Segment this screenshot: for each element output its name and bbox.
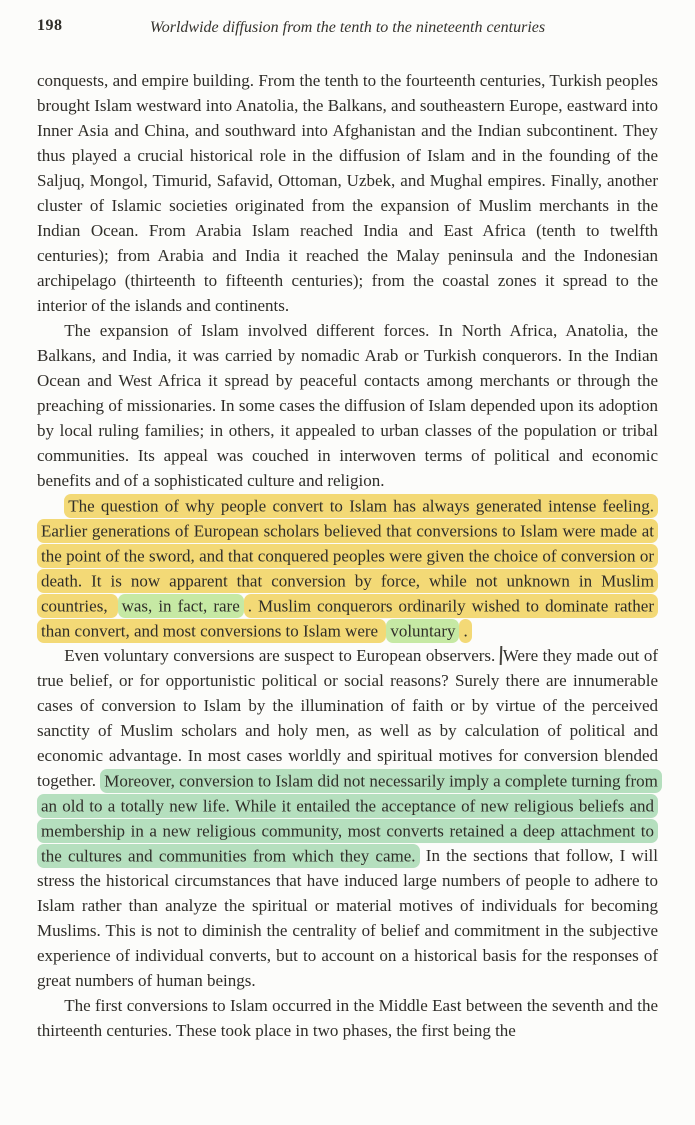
pen-mark (499, 646, 502, 665)
highlight-segment-yellow: . (459, 619, 471, 643)
page-number: 198 (37, 17, 63, 34)
text-segment: The expansion of Islam involved different forces. In North Africa, Anatolia, the Balkans, and India, it was carried by nomadic Arab or Turkish conquerors. In the Indian Ocean and West Africa it spread by peaceful contacts among merchants or through the preaching of missionaries. In some cases the diffusion of Islam depended upon its adoption by local ruling families; in others, it appealed to urban classes of the population or tribal communities. Its appeal was couched in interwoven terms of political and economic benefits and of a sophisticated culture and religion. (37, 321, 658, 490)
running-head-title: Worldwide diffusion from the tenth to the nineteenth centuries (149, 19, 546, 36)
text-segment: In the sections that follow, I will stress the historical circumstances that have induced large numbers of people to adhere to Islam rather than analyze the spiritual or material motives of individuals for becoming Muslims. This is not to diminish the centrality of belief and commitment in the subjective experience of individual converts, but to account on a historical basis for the responses of great numbers of human beings. (37, 846, 658, 990)
running-header (0, 0, 695, 40)
paragraph-4-partially-highlighted (37, 643, 658, 993)
text-segment: Even voluntary conversions are suspect to European observers. (64, 646, 500, 665)
paragraph-1 (37, 68, 658, 318)
highlight-segment-green: was, in fact, rare (118, 594, 244, 618)
text-segment: The first conversions to Islam occurred in the Middle East between the seventh and the thirteenth centuries. These took place in two phases, the first being the (37, 996, 658, 1040)
paragraph-2 (37, 318, 658, 493)
highlight-segment-green: voluntary (386, 619, 459, 643)
highlight-segment-yellow: The question of why people convert to Islam has always generated intense feeling. Earlier generations of European scholars believed that conversions to Islam were made at the point of the sword, and that conquered peoples were given the choice of conversion or death. It is now apparent that conversion by force, while not unknown in Muslim countries, (37, 494, 658, 618)
text-segment: conquests, and empire building. From the tenth to the fourteenth centuries, Turkish peoples brought Islam westward into Anatolia, the Balkans, and southeastern Europe, eastward into Inner Asia and China, and southward into Afghanistan and the Indian subcontinent. They thus played a crucial historical role in the diffusion of Islam and in the founding of the Saljuq, Mongol, Timurid, Safavid, Ottoman, Uzbek, and Mughal empires. Finally, another cluster of Islamic societies originated from the expansion of Muslim merchants in the Indian Ocean. From Arabia Islam reached India and East Africa (tenth to twelfth centuries); from Arabia and India it reached the Malay peninsula and the Indonesian archipelago (thirteenth to fifteenth centuries); from the coastal zones it spread to the interior of the islands and continents. (37, 71, 658, 315)
paragraph-3-yellow-highlighted (37, 493, 658, 643)
page-body-text (37, 68, 658, 1043)
paragraph-5 (37, 993, 658, 1043)
text-segment: Were they made out of true belief, or for opportunistic political or social reasons? Surely there are innumerable cases of conversion to Islam by the illumination of faith or by virtue of the perceived sanctity of Muslim scholars and holy men, as well as by calculation of political and economic advantage. In most cases worldly and spiritual motives for conversion blended together. (37, 646, 659, 790)
highlight-segment-mint: Moreover, conversion to Islam did not necessarily imply a complete turning from an old to a totally new life. While it entailed the acceptance of new religious beliefs and membership in a new religious community, most converts retained a deep attachment to the cultures and communities from which they came. (37, 769, 662, 868)
highlight-segment-yellow: . Muslim conquerors ordinarily wished to dominate rather than convert, and most conversions to Islam were (37, 594, 658, 643)
